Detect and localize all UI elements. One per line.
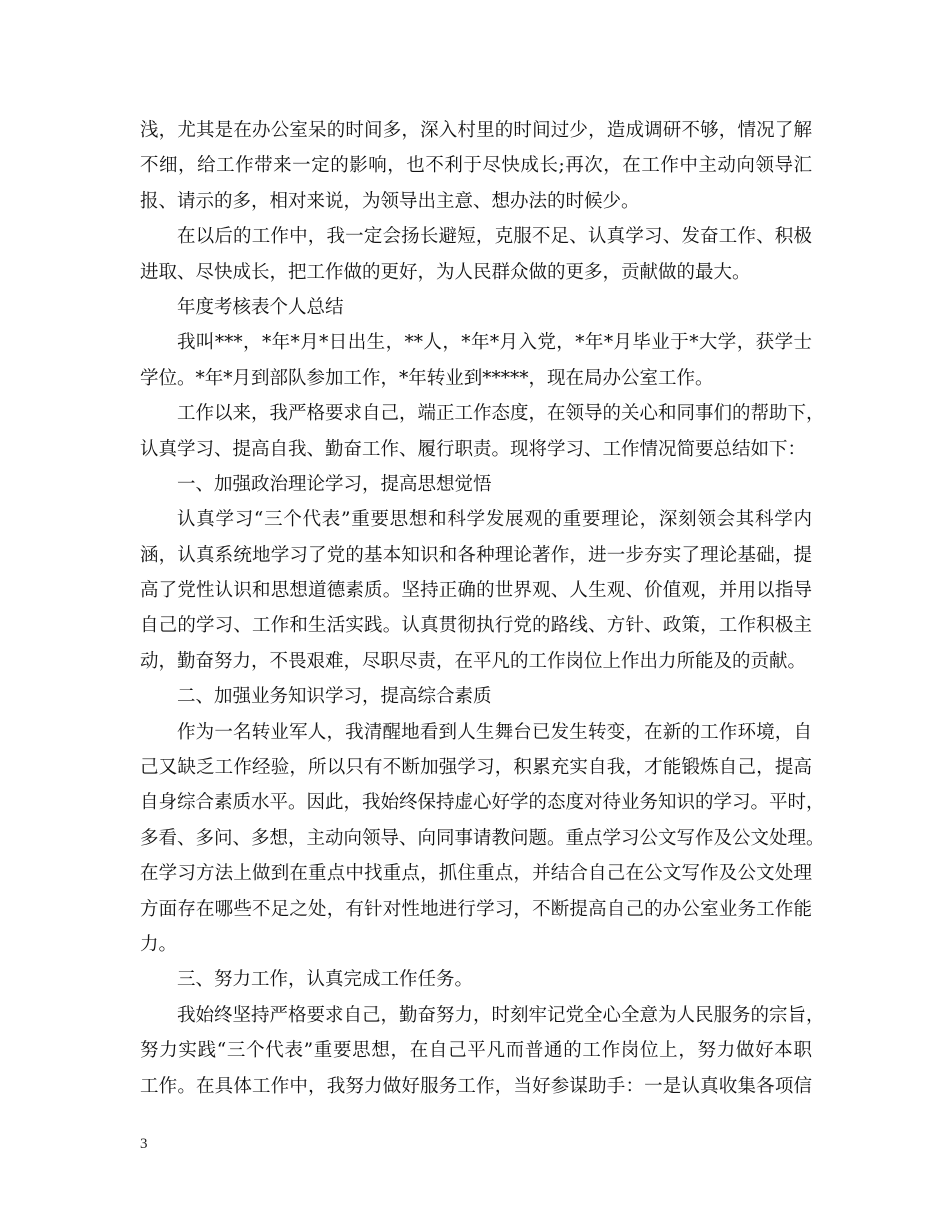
text-line: 自己的学习、工作和生活实践。认真贯彻执行党的路线、方针、政策，工作积极主 <box>140 615 812 637</box>
text-line: 二、加强业务知识学习，提高综合素质 <box>177 686 492 708</box>
text-line: 在学习方法上做到在重点中找重点，抓住重点，并结合自己在公文写作及公文处理 <box>140 863 812 885</box>
text-line: 年度考核表个人总结 <box>177 296 344 318</box>
text-line: 认真学习“三个代表”重要思想和科学发展观的重要理论，深刻领会其科学内 <box>177 509 812 531</box>
text-line: 我叫***，*年*月*日出生，**人，*年*月入党，*年*月毕业于*大学，获学士 <box>177 332 812 354</box>
text-line: 三、努力工作，认真完成工作任务。 <box>177 969 474 991</box>
text-line: 方面存在哪些不足之处，有针对性地进行学习，不断提高自己的办公室业务工作能 <box>140 898 812 920</box>
text-line: 多看、多问、多想，主动向领导、向同事请教问题。重点学习公文写作及公文处理。 <box>140 827 825 849</box>
text-line: 作为一名转业军人，我清醒地看到人生舞台已发生转变，在新的工作环境，自 <box>177 721 812 743</box>
text-line: 学位。*年*月到部队参加工作，*年转业到*****，现在局办公室工作。 <box>140 367 714 389</box>
text-line: 一、加强政治理论学习，提高思想觉悟 <box>177 473 492 495</box>
text-line: 不细，给工作带来一定的影响，也不利于尽快成长;再次，在工作中主动向领导汇 <box>140 155 812 177</box>
text-line: 在以后的工作中，我一定会扬长避短，克服不足、认真学习、发奋工作、积极 <box>177 226 812 248</box>
text-line: 己又缺乏工作经验，所以只有不断加强学习，积累充实自我，才能锻炼自己，提高 <box>140 757 812 779</box>
page-number: 3 <box>140 1136 148 1152</box>
text-line: 力。 <box>140 933 178 955</box>
text-line: 动，勤奋努力，不畏艰难，尽职尽责，在平凡的工作岗位上作出力所能及的贡献。 <box>140 650 807 672</box>
text-line: 我始终坚持严格要求自己，勤奋努力，时刻牢记党全心全意为人民服务的宗旨， <box>177 1004 825 1026</box>
text-line: 工作。在具体工作中，我努力做好服务工作，当好参谋助手：一是认真收集各项信 <box>140 1075 812 1097</box>
text-line: 工作以来，我严格要求自己，端正工作态度，在领导的关心和同事们的帮助下， <box>177 403 825 425</box>
text-line: 努力实践“三个代表”重要思想，在自己平凡而普通的工作岗位上，努力做好本职 <box>140 1040 812 1062</box>
text-line: 高了党性认识和思想道德素质。坚持正确的世界观、人生观、价值观，并用以指导 <box>140 580 812 602</box>
text-line: 报、请示的多，相对来说，为领导出主意、想办法的时候少。 <box>140 190 640 212</box>
text-line: 进取、尽快成长，把工作做的更好，为人民群众做的更多，贡献做的最大。 <box>140 261 751 283</box>
text-line: 自身综合素质水平。因此，我始终保持虚心好学的态度对待业务知识的学习。平时， <box>140 792 825 814</box>
text-line: 涵，认真系统地学习了党的基本知识和各种理论著作，进一步夯实了理论基础，提 <box>140 544 812 566</box>
text-line: 认真学习、提高自我、勤奋工作、履行职责。现将学习、工作情况简要总结如下： <box>140 438 807 460</box>
document-body <box>140 113 825 1104</box>
text-line: 浅，尤其是在办公室呆的时间多，深入村里的时间过少，造成调研不够，情况了解 <box>140 120 812 141</box>
